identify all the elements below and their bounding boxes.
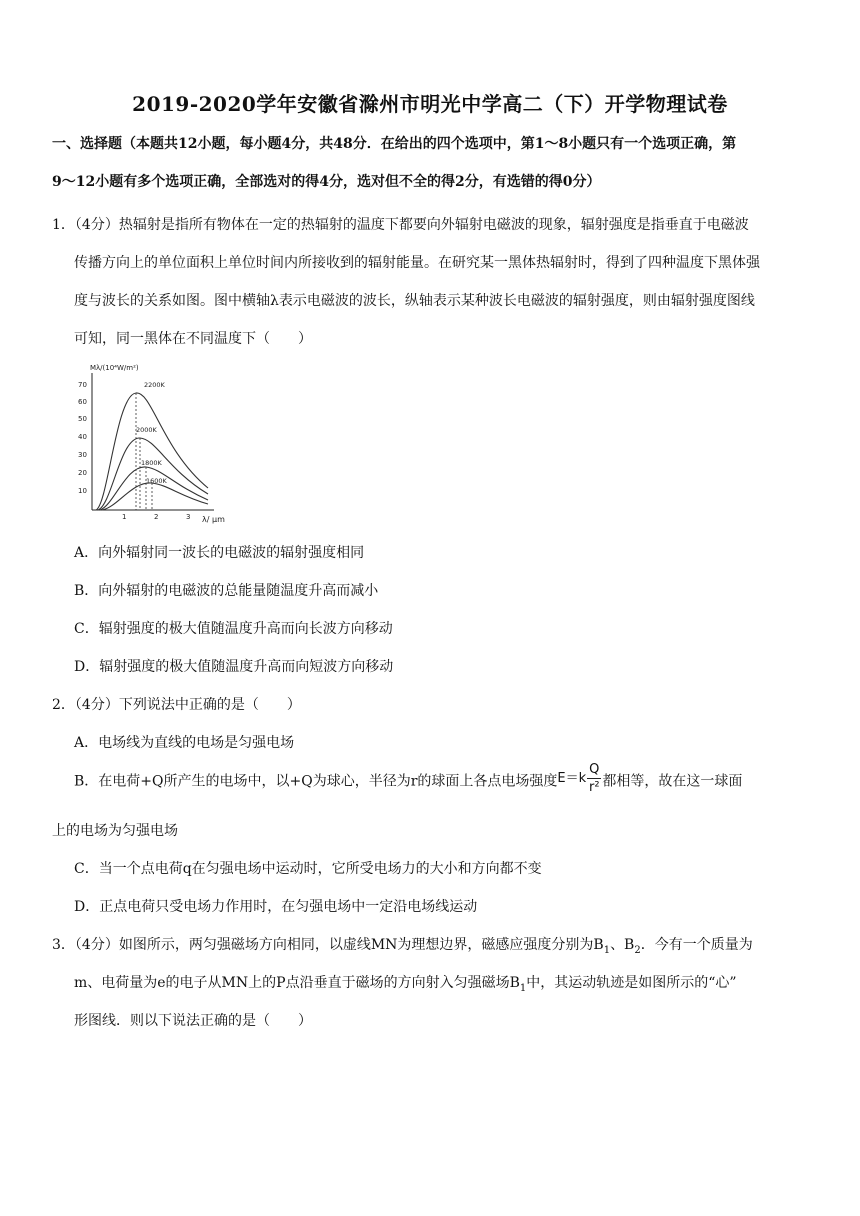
q2-option-b [74, 764, 742, 799]
q2-option-a: A．电场线为直线的电场是匀强电场 [74, 735, 295, 751]
q2-option-d: D．正点电荷只受电场力作用时，在匀强电场中一定沿电场线运动 [74, 899, 478, 915]
curve-1600k [102, 483, 208, 510]
q3-line-2-text-b: 中，其运动轨迹是如图所示的“心” [526, 975, 737, 991]
q3-line-3: 形图线．则以下说法正确的是（ ） [74, 1013, 312, 1029]
q2-option-b-text-2: 都相等，故在这一球面 [602, 773, 743, 790]
ytick-30: 30 [78, 451, 87, 459]
q2-option-b-line-2: 上的电场为匀强电场 [52, 823, 178, 839]
ytick-10: 10 [78, 487, 87, 495]
formula-fraction [587, 761, 601, 796]
q3-line-2 [74, 972, 737, 994]
q2-option-b-text-1: B．在电荷+Q所产生的电场中，以+Q为球心，半径为r的球面上各点电场强度 [74, 773, 558, 790]
q1-option-a: A．向外辐射同一波长的电磁波的辐射强度相同 [74, 545, 365, 561]
q1-line-4: 可知，同一黑体在不同温度下（ ） [74, 331, 312, 347]
formula-lhs: E＝k [557, 771, 587, 786]
section-header [52, 125, 822, 201]
page-title: 2019-2020学年安徽省滁州市明光中学高二（下）开学物理试卷 [132, 92, 728, 116]
section-line-1: 一、选择题（本题共12小题，每小题4分，共48分．在给出的四个选项中，第1～8小题只有一个选项正确，第 [52, 136, 737, 152]
curve-label-2200k: 2200K [144, 381, 165, 389]
q1-option-d: D．辐射强度的极大值随温度升高而向短波方向移动 [74, 659, 394, 675]
ytick-40: 40 [78, 433, 87, 441]
xtick-2: 2 [154, 513, 159, 521]
q3-subscript-2: 2 [634, 944, 641, 956]
q3-line-1 [52, 934, 753, 956]
q3-line-1-text-c: ．今有一个质量为 [640, 937, 753, 953]
curve-label-1800k: 1800K [141, 459, 162, 467]
q3-line-2-text-a: m、电荷量为e的电子从MN上的P点沿垂直于磁场的方向射入匀强磁场B [74, 975, 520, 991]
section-line-2: 9～12小题有多个选项正确，全部选对的得4分，选对但不全的得2分，有选错的得0分） [52, 174, 601, 190]
formula-denominator: r² [588, 780, 600, 795]
field-formula [557, 761, 602, 796]
figure-xlabel: λ/ μm [202, 515, 225, 524]
ytick-60: 60 [78, 398, 87, 406]
q1-option-b: B．向外辐射的电磁波的总能量随温度升高而减小 [74, 583, 379, 599]
q3-subscript-1: 1 [603, 944, 611, 956]
q2-option-c: C．当一个点电荷q在匀强电场中运动时，它所受电场力的大小和方向都不变 [74, 861, 542, 877]
blackbody-figure [72, 355, 225, 530]
q3-subscript-3: 1 [519, 982, 527, 994]
xtick-3: 3 [186, 513, 191, 521]
curve-2000k [98, 438, 208, 510]
ytick-20: 20 [78, 469, 87, 477]
q3-line-1-text-b: 、B [610, 937, 635, 953]
q2-stem: 2．（4分）下列说法中正确的是（ ） [52, 697, 301, 713]
xtick-1: 1 [122, 513, 127, 521]
q1-line-3: 度与波长的关系如图。图中横轴λ表示电磁波的波长，纵轴表示某种波长电磁波的辐射强度，则由辐射强度图线 [74, 293, 755, 309]
curve-label-1600k: 1600K [146, 477, 167, 485]
q1-line-2: 传播方向上的单位面积上单位时间内所接收到的辐射能量。在研究某一黑体热辐射时，得到了四种温度下黑体强 [74, 255, 760, 271]
ytick-70: 70 [78, 381, 87, 389]
ytick-50: 50 [78, 415, 87, 423]
q1-option-c: C．辐射强度的极大值随温度升高而向长波方向移动 [74, 621, 393, 637]
q1-line-1: 1．（4分）热辐射是指所有物体在一定的热辐射的温度下都要向外辐射电磁波的现象，辐射强度是指垂直于电磁波 [52, 217, 749, 233]
curve-label-2000k: 2000K [136, 426, 157, 434]
formula-numerator: Q [589, 762, 600, 777]
q3-line-1-text-a: 3．（4分）如图所示，两匀强磁场方向相同，以虚线MN为理想边界，磁感应强度分别为B [52, 937, 604, 953]
figure-ylabel: Mλ/(10⁴W/m²) [90, 364, 139, 372]
